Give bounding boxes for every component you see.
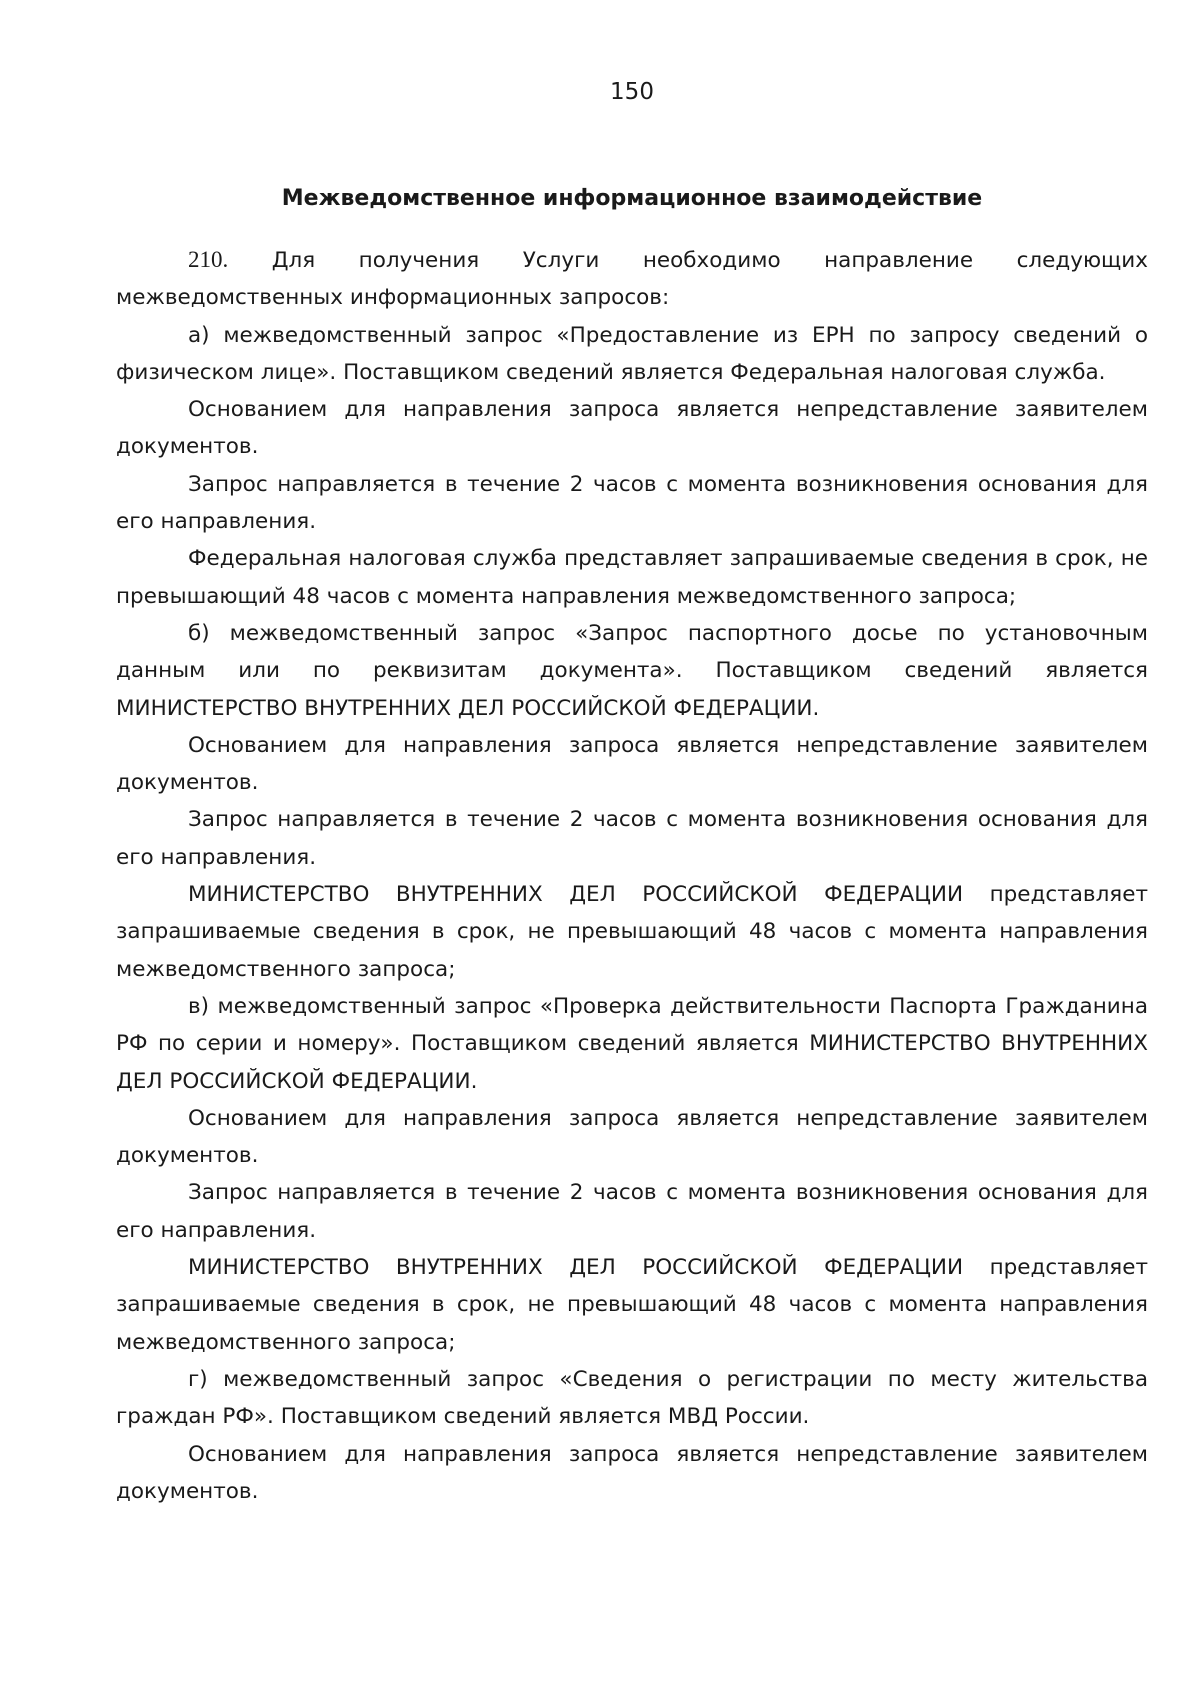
paragraph-response-term: Федеральная налоговая служба представляет запрашиваемые сведения в срок, не превышающий 48 часов с момента направления межведомственного запроса; [116,546,1148,609]
clause-text: Для получения Услуги необходимо направление следующих межведомственных информационных запросов: [116,248,1148,311]
paragraph-basis: Основанием для направления запроса является непредставление заявителем документов. [116,1441,1148,1504]
page-number: 150 [610,79,654,105]
paragraph-deadline: Запрос направляется в течение 2 часов с момента возникновения основания для его направления. [116,1180,1148,1243]
paragraph-basis: Основанием для направления запроса является непредставление заявителем документов. [116,1105,1148,1169]
paragraph-a-request: а) межведомственный запрос «Предоставление из ЕРН по запросу сведений о физическом лице». Поставщиком сведений является Федеральная налоговая служба. [116,322,1148,385]
paragraph-basis: Основанием для направления запроса является непредставление заявителем документов. [116,397,1148,460]
paragraph-b-request: б) межведомственный запрос «Запрос паспортного досье по установочным данным или по реквизитам документа». Поставщиком сведений является МИНИСТЕРСТВО ВНУТРЕННИХ ДЕЛ РОССИЙСКОЙ ФЕДЕРАЦИИ. [116,620,1148,721]
paragraph-response-term: МИНИСТЕРСТВО ВНУТРЕННИХ ДЕЛ РОССИЙСКОЙ ФЕДЕРАЦИИ представляет запрашиваемые сведения в срок, не превышающий 48 часов с момента направления межведомственного запроса; [116,1255,1148,1355]
paragraph-deadline: Запрос направляется в течение 2 часов с момента возникновения основания для его направления. [116,807,1148,870]
paragraph-v-request: в) межведомственный запрос «Проверка действительности Паспорта Гражданина РФ по серии и номеру». Поставщиком сведений является МИНИСТЕРСТВО ВНУТРЕННИХ ДЕЛ РОССИЙСКОЙ ФЕДЕРАЦИИ. [116,993,1148,1094]
paragraph-response-term: МИНИСТЕРСТВО ВНУТРЕННИХ ДЕЛ РОССИЙСКОЙ ФЕДЕРАЦИИ представляет запрашиваемые сведения в срок, не превышающий 48 часов с момента направления межведомственного запроса; [116,882,1148,982]
paragraph-basis: Основанием для направления запроса является непредставление заявителем документов. [116,732,1148,796]
paragraph-deadline: Запрос направляется в течение 2 часов с момента возникновения основания для его направления. [116,471,1148,535]
paragraph-g-request: г) межведомственный запрос «Сведения о регистрации по месту жительства граждан РФ». Поставщиком сведений является МВД России. [116,1366,1148,1430]
document-body [116,241,1148,1510]
clause-paragraph [116,241,1148,317]
clause-number: 210. [188,247,229,272]
section-heading: Межведомственное информационное взаимодействие [281,186,983,211]
